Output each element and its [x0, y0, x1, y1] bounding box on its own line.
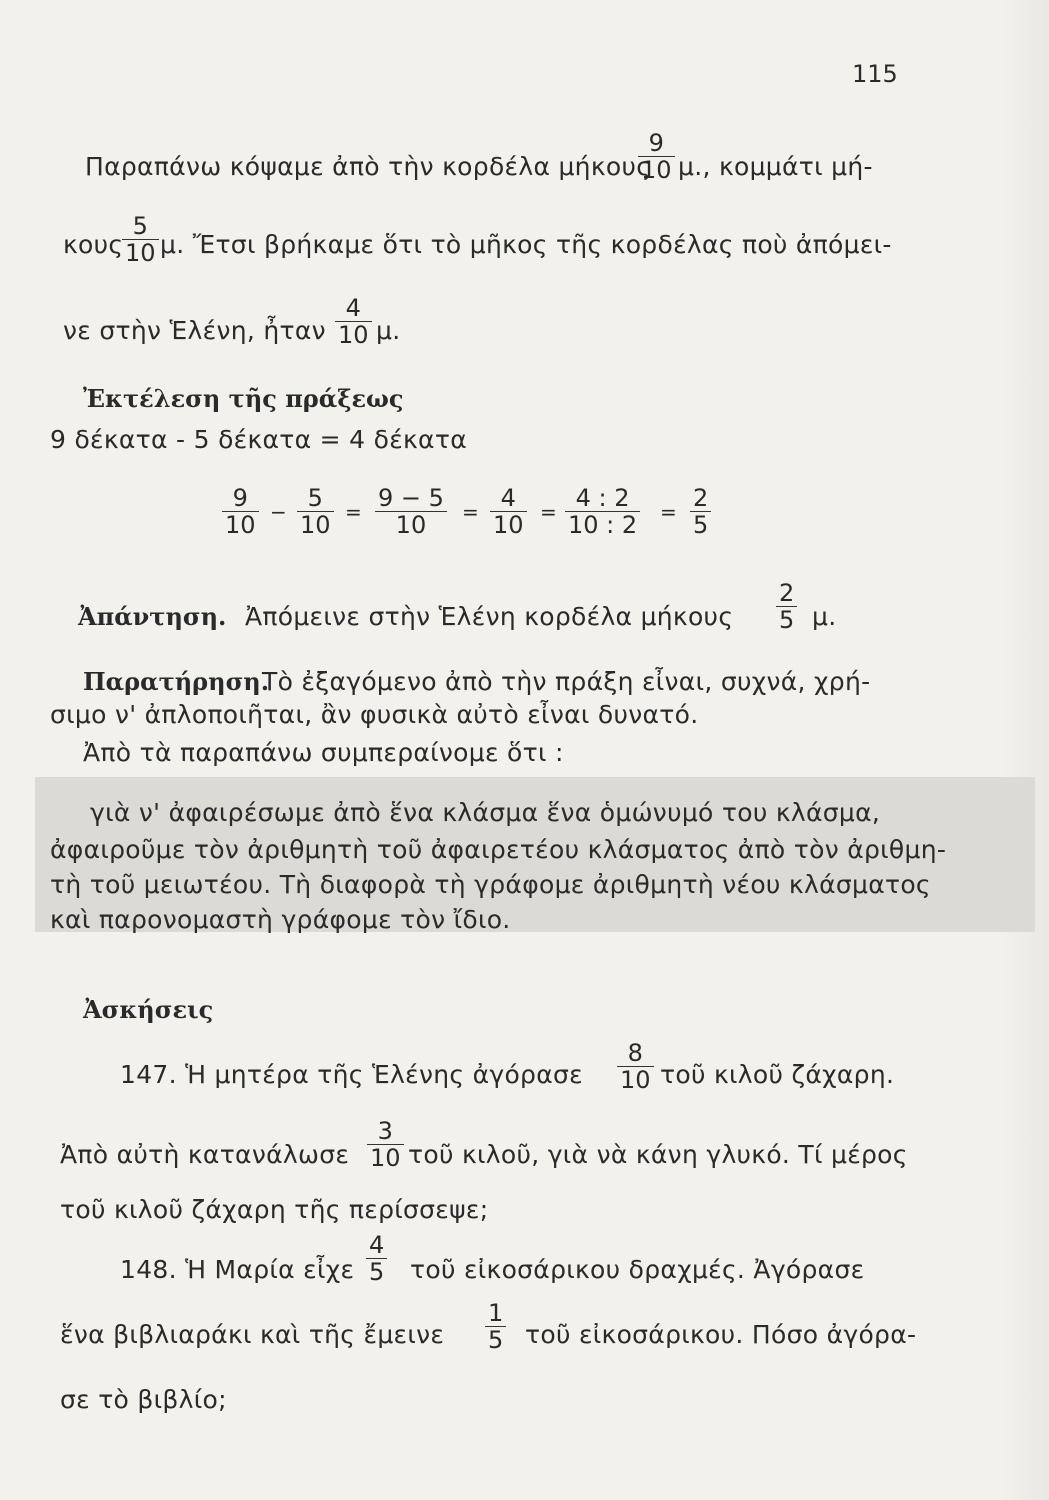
fraction-denominator: 5	[369, 1258, 385, 1286]
fraction-numerator: 9	[232, 484, 248, 512]
exec-fraction-2	[297, 485, 334, 538]
fraction-numerator: 2	[779, 579, 795, 607]
exec-fraction-6	[690, 485, 711, 538]
ex147-line3: τοῦ κιλοῦ ζάχαρη τῆς περίσσεψε;	[60, 1195, 489, 1224]
ex147-line2-b: τοῦ κιλοῦ, γιὰ νὰ κάνη γλυκό. Τί μέρος	[408, 1140, 908, 1169]
fraction-numerator: 2	[693, 484, 709, 512]
fraction-denominator: 10	[641, 156, 672, 184]
ex147-line1-b: τοῦ κιλοῦ ζάχαρη.	[660, 1060, 895, 1089]
fraction-denominator: 10	[370, 1144, 401, 1172]
fraction-denominator: 10 : 2	[568, 511, 638, 539]
fraction-4-10	[335, 295, 372, 348]
exercises-heading: Ἀσκήσεις	[83, 995, 214, 1024]
fraction-denominator: 10	[493, 511, 524, 539]
ex148-line2-b: τοῦ εἰκοσάρικου. Πόσο ἀγόρα-	[525, 1320, 917, 1349]
para1-line1-a: Παραπάνω κόψαμε ἀπὸ τὴν κορδέλα μήκους	[85, 152, 652, 181]
para1-line2-a: κους	[63, 230, 124, 259]
ex147-fraction-8-10	[617, 1040, 654, 1093]
rule-line3: τὴ τοῦ μειωτέου. Τὴ διαφορὰ τὴ γράφομε ἀριθμητὴ νέου κλάσματος	[50, 870, 931, 899]
para1-line3-b: μ.	[376, 316, 401, 345]
fraction-5-10	[122, 213, 159, 266]
page-number: 115	[852, 60, 898, 88]
fraction-denominator: 10	[395, 511, 427, 539]
fraction-numerator: 4	[369, 1231, 385, 1259]
fraction-denominator: 10	[338, 321, 369, 349]
fraction-denominator: 5	[693, 511, 709, 539]
remark-line2: σιμο ν' ἀπλοποιῆται, ἂν φυσικὰ αὐτὸ εἶναι δυνατό.	[50, 700, 699, 729]
fraction-numerator: 5	[307, 484, 323, 512]
rule-line4: καὶ παρονομαστὴ γράφομε τὸν ἴδιο.	[50, 905, 511, 934]
operator-equals: =	[660, 500, 677, 524]
answer-label: Ἀπάντηση.	[78, 602, 227, 631]
fraction-numerator: 4	[500, 484, 516, 512]
ex148-fraction-4-5	[366, 1232, 387, 1285]
execution-line: 9 δέκατα - 5 δέκατα = 4 δέκατα	[50, 425, 467, 454]
ex148-line2-a: ἕνα βιβλιαράκι καὶ τῆς ἔμεινε	[60, 1320, 445, 1349]
ex148-line3: σε τὸ βιβλίο;	[60, 1385, 227, 1414]
ex148-line1-a: 148. Ἡ Μαρία εἶχε	[120, 1255, 355, 1284]
operator-equals: =	[540, 500, 557, 524]
fraction-numerator: 9 − 5	[378, 484, 444, 512]
exec-fraction-3	[375, 485, 447, 538]
ex147-line2-a: Ἀπὸ αὐτὴ κατανάλωσε	[60, 1140, 350, 1169]
fraction-denominator: 10	[125, 239, 156, 267]
fraction-numerator: 8	[627, 1039, 643, 1067]
remark-line1: Τὸ ἐξαγόμενο ἀπὸ τὴν πράξη εἶναι, συχνά, χρή-	[262, 667, 871, 696]
ex147-line1-a: 147. Ἡ μητέρα τῆς Ἑλένης ἀγόρασε	[120, 1060, 583, 1089]
fraction-denominator: 5	[488, 1326, 504, 1354]
fraction-numerator: 4 : 2	[575, 484, 630, 512]
operator-equals: =	[345, 500, 362, 524]
fraction-denominator: 10	[225, 511, 256, 539]
page-edge-shadow	[1000, 0, 1049, 1500]
operator-equals: =	[462, 500, 479, 524]
fraction-9-10	[638, 130, 675, 183]
fraction-denominator: 10	[620, 1066, 651, 1094]
ex148-fraction-1-5	[485, 1300, 506, 1353]
answer-text: Ἀπόμεινε στὴν Ἑλένη κορδέλα μήκους	[245, 602, 734, 631]
fraction-numerator: 9	[648, 129, 664, 157]
rule-line2: ἀφαιροῦμε τὸν ἀριθμητὴ τοῦ ἀφαιρετέου κλάσματος ἀπὸ τὸν ἀριθμη-	[50, 835, 947, 864]
fraction-denominator: 5	[779, 606, 795, 634]
exec-fraction-1	[222, 485, 259, 538]
para1-line2-b: μ. Ἔτσι βρήκαμε ὅτι τὸ μῆκος τῆς κορδέλας ποὺ ἀπόμει-	[160, 230, 892, 259]
exec-fraction-5	[565, 485, 640, 538]
fraction-numerator: 1	[488, 1299, 504, 1327]
fraction-numerator: 5	[132, 212, 148, 240]
execution-heading: Ἐκτέλεση τῆς πράξεως	[83, 384, 404, 413]
remark-label: Παρατήρηση.	[83, 667, 270, 696]
fraction-numerator: 3	[377, 1117, 393, 1145]
remark-line3: Ἀπὸ τὰ παραπάνω συμπεραίνομε ὅτι :	[83, 738, 564, 767]
ex147-fraction-3-10	[367, 1118, 404, 1171]
para1-line3-a: νε στὴν Ἑλένη, ἦταν	[63, 316, 326, 345]
answer-fraction-2-5	[776, 580, 797, 633]
fraction-denominator: 10	[300, 511, 331, 539]
exec-fraction-4	[490, 485, 527, 538]
answer-unit: μ.	[812, 602, 837, 631]
para1-line1-b: μ., κομμάτι μή-	[678, 152, 873, 181]
operator-minus: −	[270, 500, 287, 524]
fraction-numerator: 4	[345, 294, 361, 322]
rule-line1: γιὰ ν' ἀφαιρέσωμε ἀπὸ ἕνα κλάσμα ἕνα ὁμώνυμό του κλάσμα,	[90, 798, 881, 827]
ex148-line1-b: τοῦ εἰκοσάρικου δραχμές. Ἀγόρασε	[410, 1255, 865, 1284]
